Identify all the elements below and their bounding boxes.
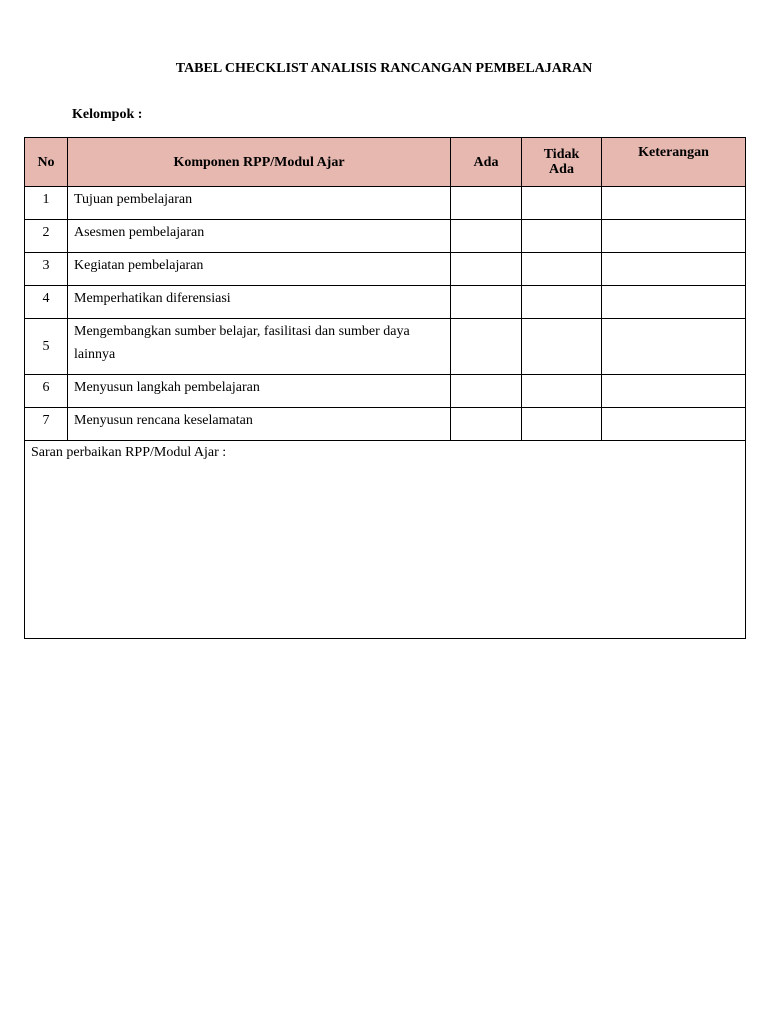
row-component: Mengembangkan sumber belajar, fasilitasi dan sumber daya lainnya <box>68 319 451 375</box>
header-ada: Ada <box>451 138 522 187</box>
tidak-ada-cell[interactable] <box>522 187 602 220</box>
keterangan-cell[interactable] <box>602 253 746 286</box>
row-number: 2 <box>25 220 68 253</box>
keterangan-cell[interactable] <box>602 187 746 220</box>
row-number: 6 <box>25 375 68 408</box>
keterangan-cell[interactable] <box>602 286 746 319</box>
keterangan-cell[interactable] <box>602 408 746 441</box>
row-component: Menyusun langkah pembelajaran <box>68 375 451 408</box>
keterangan-cell[interactable] <box>602 319 746 375</box>
table-row <box>25 319 746 375</box>
row-number: 5 <box>25 319 68 375</box>
ada-cell[interactable] <box>451 319 522 375</box>
row-component: Tujuan pembelajaran <box>68 187 451 220</box>
tidak-ada-cell[interactable] <box>522 375 602 408</box>
keterangan-cell[interactable] <box>602 375 746 408</box>
tidak-ada-cell[interactable] <box>522 286 602 319</box>
tidak-ada-cell[interactable] <box>522 220 602 253</box>
row-component: Asesmen pembelajaran <box>68 220 451 253</box>
checklist-table <box>24 137 746 639</box>
table-header-row <box>25 138 746 187</box>
ada-cell[interactable] <box>451 187 522 220</box>
tidak-ada-cell[interactable] <box>522 253 602 286</box>
header-component: Komponen RPP/Modul Ajar <box>68 138 451 187</box>
tidak-ada-cell[interactable] <box>522 319 602 375</box>
table-row <box>25 220 746 253</box>
row-component: Memperhatikan diferensiasi <box>68 286 451 319</box>
header-no: No <box>25 138 68 187</box>
row-number: 4 <box>25 286 68 319</box>
table-row <box>25 375 746 408</box>
document-title: TABEL CHECKLIST ANALISIS RANCANGAN PEMBELAJARAN <box>175 61 593 76</box>
group-label: Kelompok : <box>72 107 143 122</box>
table-row <box>25 286 746 319</box>
tidak-ada-cell[interactable] <box>522 408 602 441</box>
row-number: 1 <box>25 187 68 220</box>
row-component: Menyusun rencana keselamatan <box>68 408 451 441</box>
keterangan-cell[interactable] <box>602 220 746 253</box>
table-row <box>25 187 746 220</box>
header-keterangan: Keterangan <box>602 138 746 187</box>
ada-cell[interactable] <box>451 220 522 253</box>
row-number: 3 <box>25 253 68 286</box>
ada-cell[interactable] <box>451 408 522 441</box>
saran-row <box>25 441 746 639</box>
row-component: Kegiatan pembelajaran <box>68 253 451 286</box>
ada-cell[interactable] <box>451 375 522 408</box>
ada-cell[interactable] <box>451 253 522 286</box>
row-number: 7 <box>25 408 68 441</box>
saran-perbaikan-field[interactable]: Saran perbaikan RPP/Modul Ajar : <box>25 441 746 639</box>
table-row <box>25 408 746 441</box>
ada-cell[interactable] <box>451 286 522 319</box>
table-row <box>25 253 746 286</box>
header-tidak-ada: Tidak Ada <box>522 138 602 187</box>
